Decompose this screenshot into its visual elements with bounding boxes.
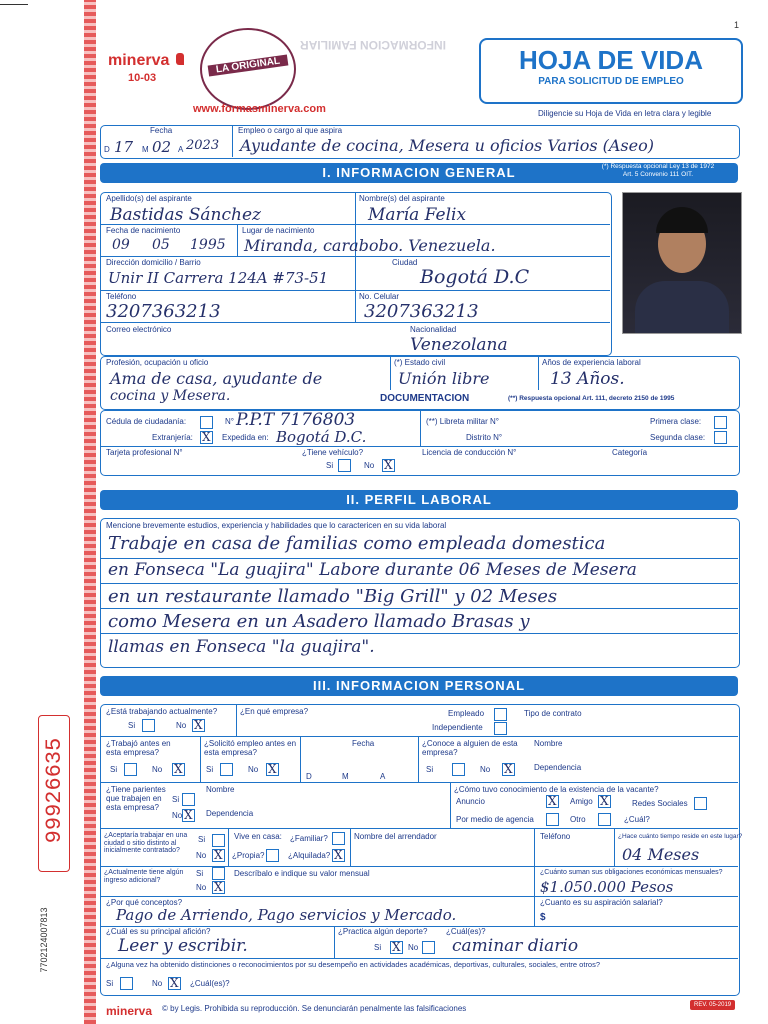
trabajo-antes-si-checkbox[interactable] — [124, 763, 137, 776]
profesion-value-2[interactable]: cocina y Mesera. — [110, 388, 231, 404]
conceptos-value[interactable]: Pago de Arriendo, Pago servicios y Mercado. — [116, 906, 457, 924]
cedula-checkbox[interactable] — [200, 416, 213, 429]
corner-mark — [0, 4, 28, 5]
perfil-line-4[interactable]: como Mesera en un Asadero llamado Brasas y — [108, 611, 530, 632]
profesion-value-1[interactable]: Ama de casa, ayudante de — [110, 369, 323, 388]
nombres-value[interactable]: María Felix — [368, 205, 467, 225]
footer-copyright: © by Legis. Prohibida su reproducción. Se denunciarán penalmente las falsificaciones — [162, 1004, 467, 1013]
redes-checkbox[interactable] — [694, 797, 707, 810]
empleado-checkbox[interactable] — [494, 708, 507, 721]
vehiculo-no-mark: X — [384, 458, 393, 472]
fecha-anio[interactable]: 2023 — [186, 138, 220, 153]
ciudad-value[interactable]: Bogotá D.C — [420, 266, 530, 288]
original-seal: LA ORIGINAL — [200, 28, 296, 110]
cargo-value[interactable]: Ayudante de cocina, Mesera u oficios Varios (Aseo) — [240, 136, 654, 155]
fecha-nac-mes[interactable]: 05 — [152, 237, 170, 253]
lugar-nac-value[interactable]: Miranda, carabobo. Venezuela. — [244, 236, 496, 255]
fecha-label: Fecha — [150, 126, 173, 135]
deporte-no-checkbox[interactable] — [422, 941, 435, 954]
cargo-label: Empleo o cargo al que aspira — [238, 126, 343, 135]
conoce-no-mark: X — [504, 762, 513, 776]
extranjeria-mark: X — [202, 430, 211, 444]
fecha-nac-anio[interactable]: 1995 — [190, 237, 226, 253]
deporte-value[interactable]: caminar diario — [452, 936, 579, 956]
conoce-si-checkbox[interactable] — [452, 763, 465, 776]
barcode-text: 7702124007813 — [39, 907, 49, 973]
perfil-prompt: Mencione brevemente estudios, experiencia y habilidades que lo caractericen en su vida laboral — [106, 521, 447, 530]
apellidos-value[interactable]: Bastidas Sánchez — [110, 205, 261, 225]
ingreso-no-mark: X — [214, 880, 223, 894]
trabajando-no-mark: X — [194, 718, 203, 732]
fecha-nac-dia[interactable]: 09 — [112, 237, 130, 253]
direccion-value[interactable]: Unir II Carrera 124A #73-51 — [108, 269, 329, 287]
obligaciones-value[interactable]: $1.050.000 Pesos — [540, 878, 674, 896]
section-1-header: I. INFORMACION GENERAL — [100, 163, 738, 183]
fecha-dia[interactable]: 17 — [114, 138, 134, 156]
expedida-value[interactable]: Bogotá D.C. — [276, 428, 367, 446]
documentacion-heading: DOCUMENTACION — [380, 393, 470, 404]
agencia-checkbox[interactable] — [546, 813, 559, 826]
tiempo-value[interactable]: 04 Meses — [622, 845, 700, 864]
page-title: HOJA DE VIDA — [519, 45, 703, 75]
fecha-mes[interactable]: 02 — [152, 138, 172, 156]
distinciones-si-checkbox[interactable] — [120, 977, 133, 990]
brand-logo: minerva — [108, 52, 184, 70]
otro-checkbox[interactable] — [598, 813, 611, 826]
aceptaria-no-mark: X — [214, 848, 223, 862]
telefono-value[interactable]: 3207363213 — [106, 301, 221, 322]
deporte-si-mark: X — [392, 940, 401, 954]
propia-checkbox[interactable] — [266, 849, 279, 862]
familiar-checkbox[interactable] — [332, 832, 345, 845]
parientes-si-checkbox[interactable] — [182, 793, 195, 806]
experiencia-value[interactable]: 13 Años. — [550, 369, 625, 389]
vehiculo-si-checkbox[interactable] — [338, 459, 351, 472]
section-2-header: II. PERFIL LABORAL — [100, 490, 738, 510]
parientes-no-mark: X — [184, 808, 193, 822]
anuncio-mark: X — [548, 794, 557, 808]
solicito-no-mark: X — [268, 762, 277, 776]
estado-civil-value[interactable]: Unión libre — [398, 369, 490, 388]
background-watermark: INFORMACION FAMILIAR — [300, 38, 446, 52]
nacionalidad-value[interactable]: Venezolana — [410, 335, 508, 355]
form-code: 10-03 — [128, 72, 157, 84]
instruction-text: Diligencie su Hoja de Vida en letra clara y legible — [538, 109, 712, 118]
serial-number-text: 99926635 — [42, 737, 67, 844]
independiente-checkbox[interactable] — [494, 722, 507, 735]
perfil-line-5[interactable]: llamas en Fonseca "la guajira". — [108, 637, 375, 657]
primera-clase-checkbox[interactable] — [714, 416, 727, 429]
documentacion-note: (**) Respuesta opcional Art. 111, decreto 2150 de 1995 — [508, 395, 675, 402]
brand-icon — [176, 53, 184, 65]
ingreso-si-checkbox[interactable] — [212, 867, 225, 880]
title-box — [479, 38, 743, 104]
section-1-note: (*) Respuesta opcional Ley 13 de 1972 Art. 5 Convenio 111 OIT. — [601, 163, 715, 178]
applicant-photo — [622, 192, 742, 334]
section-3-header: III. INFORMACION PERSONAL — [100, 676, 738, 696]
trabajo-antes-no-mark: X — [174, 762, 183, 776]
perfil-line-3[interactable]: en un restaurante llamado "Big Grill" y 02 Meses — [108, 586, 558, 607]
aficion-value[interactable]: Leer y escribir. — [118, 936, 248, 956]
website-link[interactable]: www.formasminerva.com — [193, 103, 326, 115]
amigo-mark: X — [600, 794, 609, 808]
perfil-line-2[interactable]: en Fonseca "La guajira" Labore durante 06 Meses de Mesera — [108, 560, 637, 580]
page-subtitle: PARA SOLICITUD DE EMPLEO — [538, 76, 684, 87]
alquilada-mark: X — [334, 848, 343, 862]
solicito-si-checkbox[interactable] — [220, 763, 233, 776]
perfil-line-1[interactable]: Trabaje en casa de familias como empleada domestica — [108, 533, 606, 554]
serial-number — [38, 715, 70, 872]
segunda-clase-checkbox[interactable] — [714, 431, 727, 444]
footer-brand: minerva — [106, 1004, 153, 1018]
aceptaria-si-checkbox[interactable] — [212, 834, 225, 847]
revision-badge: REV. 05-2019 — [690, 1000, 735, 1010]
trabajando-si-checkbox[interactable] — [142, 719, 155, 732]
celular-value[interactable]: 3207363213 — [364, 301, 479, 322]
perforated-edge — [84, 0, 96, 1024]
distinciones-no-mark: X — [170, 976, 179, 990]
cedula-value[interactable]: P.P.T 7176803 — [236, 410, 356, 430]
page-number: 1 — [734, 20, 740, 30]
